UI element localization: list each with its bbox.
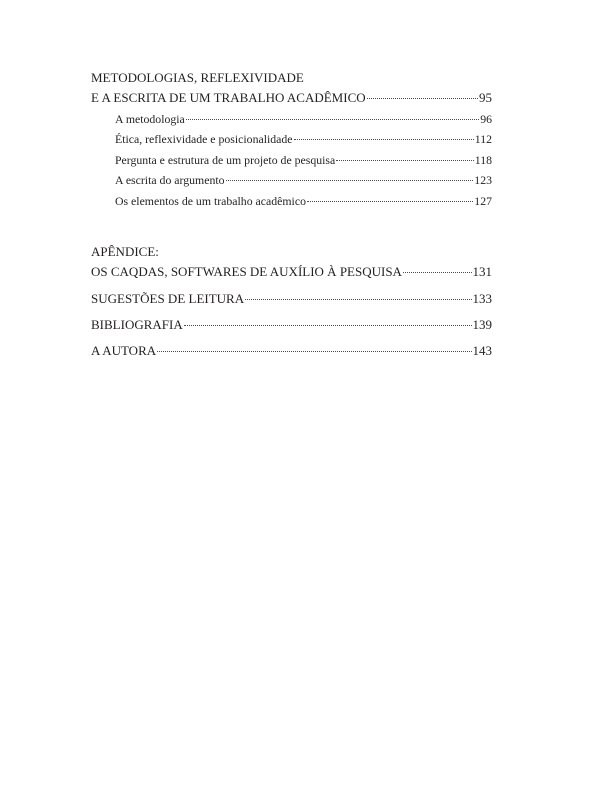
page-number: 143 (472, 343, 492, 359)
dot-leader (307, 201, 473, 202)
toc-subentry (91, 109, 492, 130)
appendix-title-line2: OS CAQDAS, SOFTWARES DE AUXÍLIO À PESQUISA (91, 264, 402, 280)
toc-subentry (91, 129, 492, 150)
page-number: 133 (472, 290, 492, 306)
dot-leader (294, 139, 474, 140)
toc-entry (91, 341, 492, 361)
subentry-label: Os elementos de um trabalho acadêmico (115, 193, 306, 208)
page-number: 131 (472, 264, 492, 280)
toc-subentry (91, 170, 492, 191)
toc-entry (91, 315, 492, 335)
dot-leader (403, 272, 472, 273)
dot-leader (186, 119, 479, 120)
section-title-line1: METODOLOGIAS, REFLEXIVIDADE (91, 70, 304, 85)
subentry-label: A escrita do argumento (115, 173, 225, 188)
table-of-contents (91, 68, 492, 362)
subentry-label: Pergunta e estrutura de um projeto de pesquisa (115, 152, 336, 167)
page-number: 127 (474, 193, 492, 208)
toc-entry (91, 289, 492, 309)
dot-leader (245, 299, 471, 300)
subentry-label: A metodologia (115, 111, 185, 126)
dot-leader (226, 180, 474, 181)
toc-subentry (91, 150, 492, 171)
dot-leader (157, 351, 471, 352)
section-entry (91, 88, 492, 108)
dot-leader (184, 325, 472, 326)
page-number: 95 (479, 90, 492, 106)
subentry-label: Ética, reflexividade e posicionalidade (115, 132, 293, 147)
page-number: 123 (474, 173, 492, 188)
page-number: 112 (474, 132, 492, 147)
appendix-title-line1: APÊNDICE: (91, 244, 159, 260)
section-title-line2: E A ESCRITA DE UM TRABALHO ACADÊMICO (91, 90, 366, 106)
page-number: 96 (480, 111, 492, 126)
entry-label: BIBLIOGRAFIA (91, 316, 183, 332)
appendix-entry (91, 262, 492, 282)
page-number: 139 (472, 316, 492, 332)
dot-leader (367, 98, 478, 99)
toc-subentry (91, 191, 492, 212)
spacer (91, 211, 492, 242)
dot-leader (336, 160, 473, 161)
page-number: 118 (474, 152, 492, 167)
entry-label: SUGESTÕES DE LEITURA (91, 290, 245, 306)
entry-label: A AUTORA (91, 343, 157, 359)
